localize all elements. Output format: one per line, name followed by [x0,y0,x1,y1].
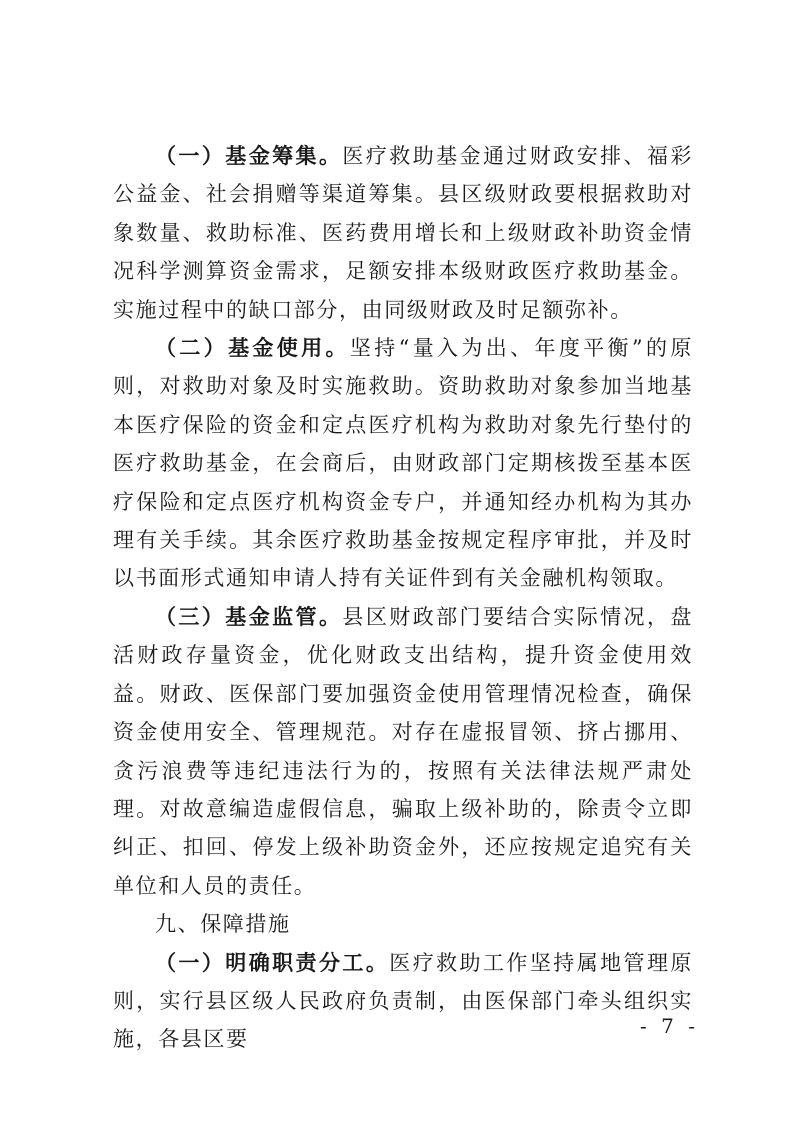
section-title-fund-use: （二）基金使用。 [155,335,350,361]
paragraph-fund-use [113,329,693,598]
paragraph-text: 县区财政部门要结合实际情况，盘活财政存量资金，优化财政支出结构，提升资金使用效益。财政、医保部门要加强资金使用管理情况检查，确保资金使用安全、管理规范。对存在虚报冒领、挤占挪用、贪污浪费等违纪违法行为的，按照有关法律法规严肃处理。对故意编造虚假信息，骗取上级补助的，除责令立即纠正、扣回、停发上级补助资金外，还应按规定追究有关单位和人员的责任。 [113,604,693,898]
section-title-responsibilities: （一）明确职责分工。 [155,949,390,975]
paragraph-text: 医疗救助工作坚持属地管理原则，实行县区级人民政府负责制，由医保部门牵头组织实施，各县区要 [113,950,694,1052]
section-title-fund-raising: （一）基金筹集。 [155,143,343,168]
paragraph-text: 坚持“量入为出、年度平衡”的原则，对救助对象及时实施救助。资助救助对象参加当地基本医疗保险的资金和定点医疗机构为救助对象先行垫付的医疗救助基金，在会商后，由财政部门定期核拨至基本医疗保险和定点医疗机构资金专户，并通知经办机构为其办理有关手续。其余医疗救助基金按规定程序审批，并及时以书面形式通知申请人持有关证件到有关金融机构领取。 [113,336,693,591]
paragraph-fund-supervision [113,598,693,905]
page-number: - 7 - [640,1014,699,1038]
section-title-fund-supervision: （三）基金监管。 [155,603,343,629]
paragraph-text: 医疗救助基金通过财政安排、福彩公益金、社会捐赠等渠道筹集。县区级财政要根据救助对象数量、救助标准、医药费用增长和上级财政补助资金情况科学测算资金需求，足额安排本级财政医疗救助基金。实施过程中的缺口部分，由同级财政及时足额弥补。 [113,144,693,322]
chapter-heading: 九、保障措施 [155,912,291,937]
document-body [113,137,693,1059]
paragraph-fund-raising [113,137,693,329]
paragraph-responsibilities [113,944,693,1059]
